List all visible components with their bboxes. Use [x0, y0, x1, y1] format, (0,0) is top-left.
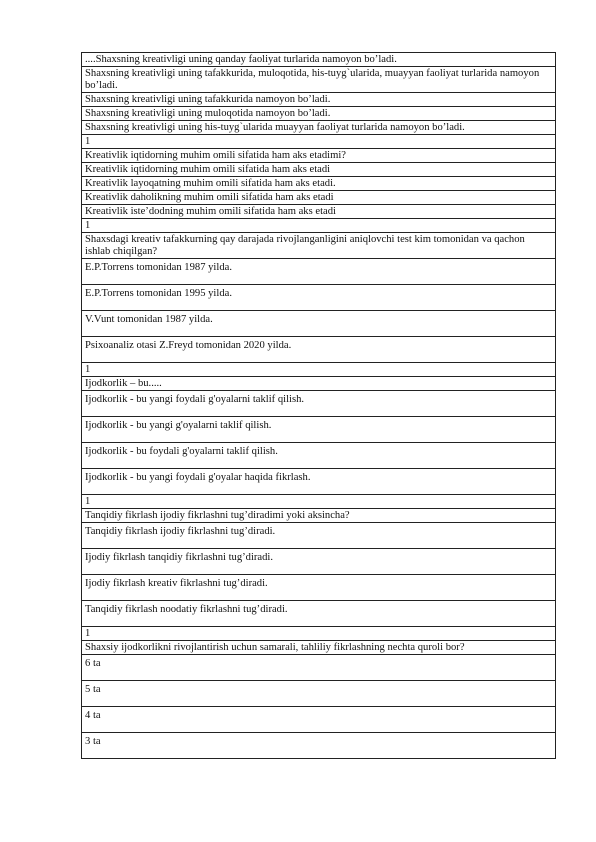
option-text: Psixoanaliz otasi Z.Freyd tomonidan 2020 yilda. — [82, 337, 556, 363]
question-row — [82, 233, 556, 259]
option-row — [82, 191, 556, 205]
option-row — [82, 601, 556, 627]
option-text: Ijodkorlik - bu yangi foydali g'oyalarni taklif qilish. — [82, 391, 556, 417]
test-questions-sheet — [81, 52, 556, 759]
questions-table — [81, 52, 556, 759]
option-text: Kreativlik iqtidorning muhim omili sifatida ham aks etadi — [82, 163, 556, 177]
option-text: Shaxsning kreativligi uning his-tuyg`ularida muayyan faoliyat turlarida namoyon bo’ladi. — [82, 121, 556, 135]
question-row — [82, 509, 556, 523]
option-row — [82, 177, 556, 191]
option-row — [82, 417, 556, 443]
score-row — [82, 363, 556, 377]
option-text: 5 ta — [82, 681, 556, 707]
option-text: Shaxsning kreativligi uning tafakkurida namoyon bo’ladi. — [82, 93, 556, 107]
question-row — [82, 53, 556, 67]
option-text: V.Vunt tomonidan 1987 yilda. — [82, 311, 556, 337]
score-row — [82, 135, 556, 149]
option-row — [82, 575, 556, 601]
option-text: Ijodiy fikrlash tanqidiy fikrlashni tug’diradi. — [82, 549, 556, 575]
option-text: Tanqidiy fikrlash ijodiy fikrlashni tug’diradi. — [82, 523, 556, 549]
option-row — [82, 681, 556, 707]
option-row — [82, 443, 556, 469]
option-row — [82, 733, 556, 759]
option-text: E.P.Torrens tomonidan 1987 yilda. — [82, 259, 556, 285]
option-row — [82, 93, 556, 107]
option-text: Tanqidiy fikrlash noodatiy fikrlashni tug’diradi. — [82, 601, 556, 627]
option-row — [82, 655, 556, 681]
question-text: Shaxsdagi kreativ tafakkurning qay darajada rivojlanganligini aniqlovchi test kim tomonidan va qachon ishlab chiqilgan? — [82, 233, 556, 259]
score-value: 1 — [82, 219, 556, 233]
score-value: 1 — [82, 627, 556, 641]
question-text: Kreativlik iqtidorning muhim omili sifatida ham aks etadimi? — [82, 149, 556, 163]
option-text: Ijodkorlik - bu yangi foydali g'oyalar haqida fikrlash. — [82, 469, 556, 495]
option-text: 6 ta — [82, 655, 556, 681]
option-text: Kreativlik daholikning muhim omili sifatida ham aks etadi — [82, 191, 556, 205]
option-row — [82, 205, 556, 219]
score-value: 1 — [82, 495, 556, 509]
option-text: Ijodiy fikrlash kreativ fikrlashni tug’diradi. — [82, 575, 556, 601]
option-text: Shaxsning kreativligi uning muloqotida namoyon bo’ladi. — [82, 107, 556, 121]
score-row — [82, 219, 556, 233]
option-text: 3 ta — [82, 733, 556, 759]
score-value: 1 — [82, 135, 556, 149]
option-row — [82, 121, 556, 135]
score-row — [82, 627, 556, 641]
option-text: 4 ta — [82, 707, 556, 733]
option-text: Kreativlik layoqatning muhim omili sifatida ham aks etadi. — [82, 177, 556, 191]
option-text: E.P.Torrens tomonidan 1995 yilda. — [82, 285, 556, 311]
option-row — [82, 707, 556, 733]
option-text: Shaxsning kreativligi uning tafakkurida, muloqotida, his-tuyg`ularida, muayyan faoliyat turlarida namoyon bo’ladi. — [82, 67, 556, 93]
question-row — [82, 149, 556, 163]
question-text: Ijodkorlik – bu..... — [82, 377, 556, 391]
option-row — [82, 311, 556, 337]
option-row — [82, 67, 556, 93]
option-text: Ijodkorlik - bu foydali g'oyalarni taklif qilish. — [82, 443, 556, 469]
question-text: Tanqidiy fikrlash ijodiy fikrlashni tug’diradimi yoki aksincha? — [82, 509, 556, 523]
score-value: 1 — [82, 363, 556, 377]
option-text: Kreativlik iste’dodning muhim omili sifatida ham aks etadi — [82, 205, 556, 219]
option-row — [82, 391, 556, 417]
option-row — [82, 163, 556, 177]
option-row — [82, 337, 556, 363]
option-row — [82, 523, 556, 549]
question-row — [82, 377, 556, 391]
score-row — [82, 495, 556, 509]
option-row — [82, 549, 556, 575]
question-row — [82, 641, 556, 655]
option-row — [82, 469, 556, 495]
question-text: ....Shaxsning kreativligi uning qanday faoliyat turlarida namoyon bo’ladi. — [82, 53, 556, 67]
option-row — [82, 285, 556, 311]
option-row — [82, 259, 556, 285]
question-text: Shaxsiy ijodkorlikni rivojlantirish uchun samarali, tahliliy fikrlashning nechta quroli bor? — [82, 641, 556, 655]
option-text: Ijodkorlik - bu yangi g'oyalarni taklif qilish. — [82, 417, 556, 443]
option-row — [82, 107, 556, 121]
